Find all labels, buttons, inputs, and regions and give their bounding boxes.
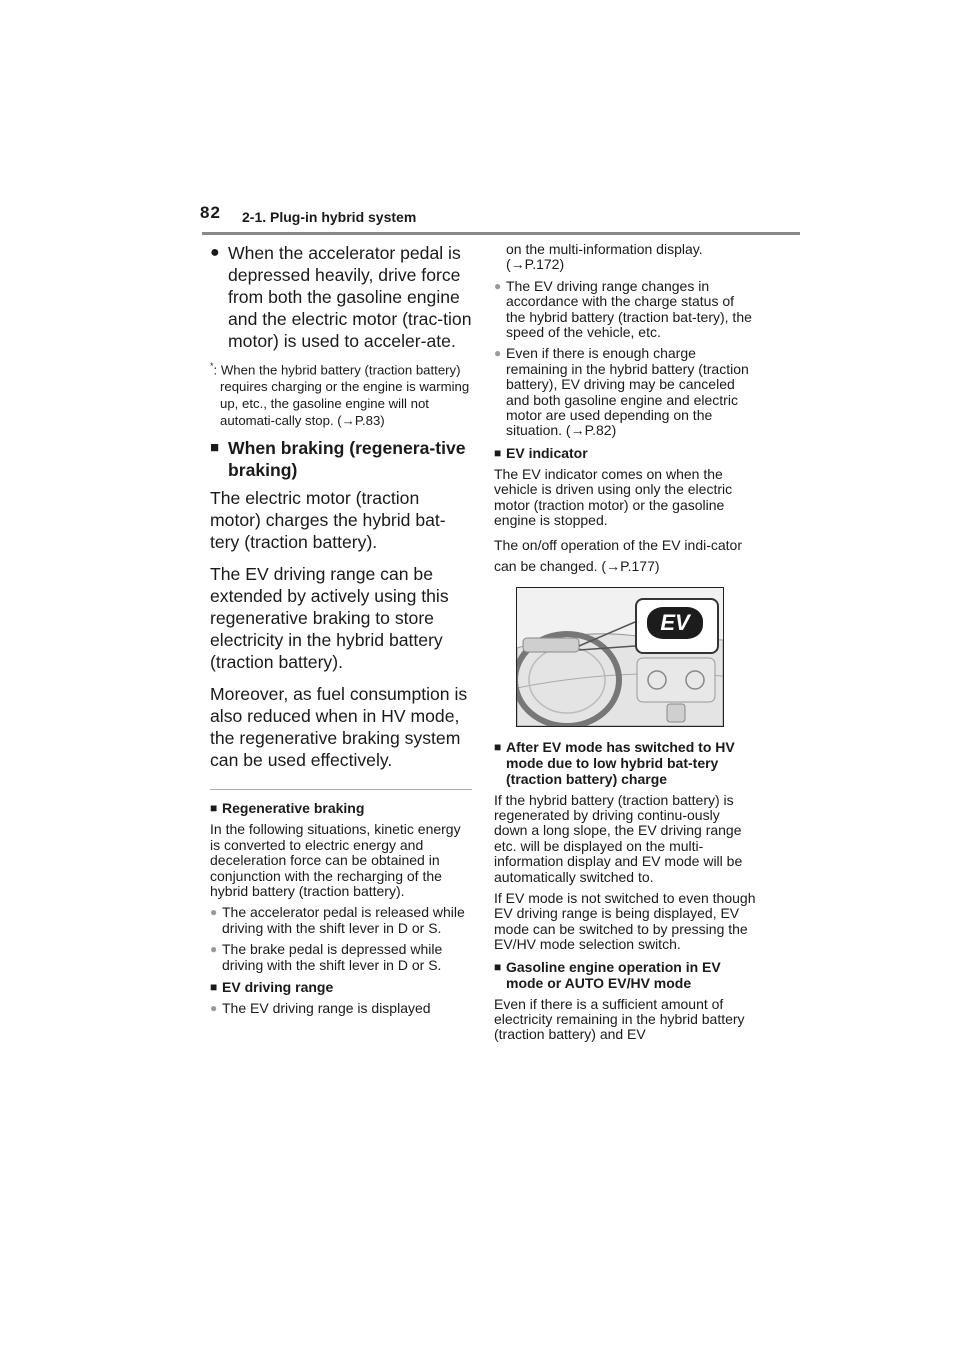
braking-heading-text: When braking (regenera-tive braking) — [228, 438, 466, 481]
range-heading — [210, 979, 472, 995]
regen-intro: In the following situations, kinetic energy is converted to electric energy and deceleration force can be obtained in conjunction with the recharging of the hybrid battery (traction battery). — [210, 821, 461, 900]
left-column — [210, 242, 472, 1022]
indicator-paragraph-2: The on/off operation of the EV indi-cator can be changed. (→P.177) — [494, 536, 743, 574]
ev-indicator-figure — [516, 587, 724, 727]
ev-indicator-icon: EV — [647, 607, 703, 639]
range-heading-text: EV driving range — [222, 979, 334, 996]
footnote-text: : When the hybrid battery (traction battery) requires charging or the engine is warming up, etc., the gasoline engine will not automati-cally stop. (→P.83) — [213, 362, 470, 429]
accelerator-bullet-text: When the accelerator pedal is depressed heavily, drive force from both the gasoline engine and the electric motor (trac-tion motor) is used to acceler-ate. — [228, 243, 472, 351]
square-marker-icon: ■ — [494, 739, 502, 754]
regen-heading — [210, 800, 472, 816]
bullet-dot-icon: ● — [494, 278, 502, 293]
range-bullet-3-text: Even if there is enough charge remaining in the hybrid battery (traction battery), EV driving may be canceled and both gasoline engine and electric motor are used depending on the situation. (→P.82) — [506, 345, 749, 439]
after-paragraph-2: If EV mode is not switched to even though EV driving range is being displayed, EV mode can be switched to by pressing the EV/HV mode selection switch. — [494, 889, 756, 953]
bullet-dot-icon: ● — [210, 1001, 218, 1016]
indicator-heading-text: EV indicator — [506, 444, 588, 461]
range-bullet-2-text: The EV driving range changes in accordance with the charge status of the hybrid battery (traction bat-tery), the speed of the vehicle, etc. — [506, 277, 752, 341]
square-marker-icon: ■ — [210, 801, 218, 816]
regen-bullet-2 — [210, 942, 472, 973]
section-title: 2-1. Plug-in hybrid system — [242, 209, 417, 225]
square-marker-icon: ■ — [494, 445, 502, 460]
braking-heading — [210, 437, 472, 481]
bullet-dot-icon: ● — [210, 244, 220, 261]
range-bullet-1-text: The EV driving range is displayed — [222, 1000, 431, 1017]
braking-paragraph-3: Moreover, as fuel consumption is also reduced when in HV mode, the regenerative braking system can be used effectively. — [210, 684, 468, 771]
square-marker-icon: ■ — [210, 439, 220, 457]
gasoline-paragraph-1: Even if there is a sufficient amount of electricity remaining in the hybrid battery (traction battery) and EV — [494, 995, 745, 1043]
range-bullet-1 — [210, 1001, 472, 1016]
regen-bullet-1 — [210, 905, 472, 936]
gasoline-heading-text: Gasoline engine operation in EV mode or AUTO EV/HV mode — [506, 958, 721, 991]
regen-bullet-2-text: The brake pedal is depressed while driving with the shift lever in D or S. — [222, 941, 443, 973]
square-marker-icon: ■ — [494, 959, 502, 974]
after-heading-text: After EV mode has switched to HV mode due to low hybrid bat-tery (traction battery) charge — [506, 738, 735, 787]
footnote — [210, 358, 472, 429]
gasoline-heading — [494, 959, 756, 991]
regen-heading-text: Regenerative braking — [222, 800, 365, 817]
footnote-mark: * — [210, 361, 214, 371]
header-rule — [202, 232, 800, 235]
right-column — [494, 242, 756, 1049]
square-marker-icon: ■ — [210, 980, 218, 995]
braking-paragraph-2: The EV driving range can be extended by actively using this regenerative braking to store electricity in the hybrid battery (traction battery). — [210, 564, 449, 673]
bullet-dot-icon: ● — [210, 905, 218, 920]
page-number: 82 — [200, 203, 221, 222]
section-divider — [210, 789, 472, 790]
bullet-dot-icon: ● — [494, 346, 502, 361]
indicator-heading — [494, 445, 756, 461]
bullet-dot-icon: ● — [210, 942, 218, 957]
range-bullet-1-continued: on the multi-information display. (→P.172) — [506, 241, 703, 273]
range-bullet-3 — [494, 346, 756, 438]
indicator-paragraph-1: The EV indicator comes on when the vehicle is driven using only the electric motor (traction motor) or the gasoline engine is stopped. — [494, 465, 733, 529]
braking-paragraph-1: The electric motor (traction motor) charges the hybrid bat-tery (traction battery). — [210, 488, 446, 553]
range-bullet-2 — [494, 279, 756, 341]
regen-bullet-1-text: The accelerator pedal is released while driving with the shift lever in D or S. — [222, 904, 465, 936]
after-paragraph-1: If the hybrid battery (traction battery) is regenerated by driving continu-ously down a long slope, the EV driving range etc. will be displayed on the multi-information display and EV mode will be automatically switched to. — [494, 791, 743, 885]
after-heading — [494, 739, 756, 787]
accelerator-bullet — [210, 242, 472, 352]
